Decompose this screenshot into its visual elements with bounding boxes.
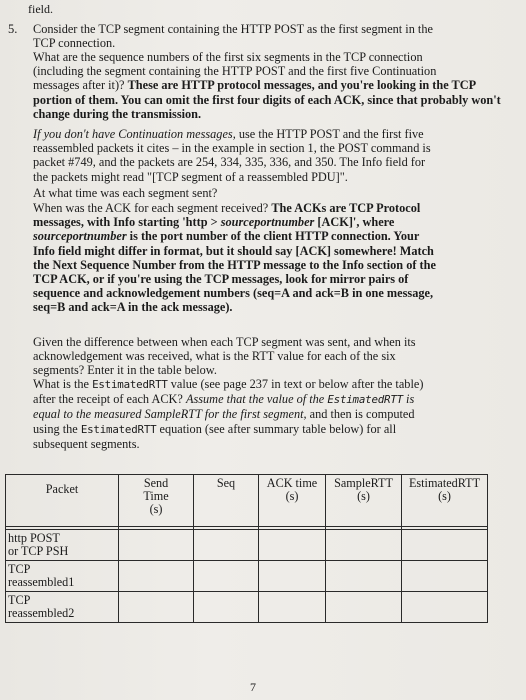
q5-mono: EstimatedRTT [92,378,168,391]
packet-label: TCP reassembled2 [6,592,119,623]
table-cell[interactable] [259,561,326,592]
header-packet: Packet [6,475,119,527]
q5-italic-b: is equal to the measured SampleRTT for the first segment, [33,392,415,422]
q1-tail: use the HTTP POST and the first five reassembled packets it cites – in the example in section 1, the POST command is packet #749, and the packets are 254, 334, 335, 336, and 350. The Info field for the packets might read "[TCP segment of a reassembled PDU]". [33,127,431,184]
table-row [6,561,488,592]
packet-label: http POST or TCP PSH [6,530,119,561]
q5-mono-2: EstimatedRTT [80,422,157,436]
table-cell[interactable] [326,592,402,623]
table-header-row [6,475,488,527]
question-part-5 [33,377,503,451]
q5-d: equation (see after summary table below) for all subsequent segments. [33,421,397,451]
q5-italic-mono: EstimatedRTT [327,393,403,407]
q3-bold-italic-2: sourceportnumber [33,229,127,244]
q5-c: and then is computed using the [33,407,415,436]
q1-italic: If you don't have Continuation messages, [33,127,236,141]
table-cell[interactable] [402,530,488,561]
header-send-time: Send Time (s) [119,475,194,527]
q3-text: When was the ACK for each segment received? [33,201,269,215]
q3-bold-b: [ACK]', where [317,215,395,230]
question-part-3 [33,201,503,315]
q3-bold-a: The ACKs are TCP Protocol messages, with Info starting 'http > [33,201,421,230]
q5-b: value (see page 237 in text or below after the table) after the receipt of each ACK? [33,377,424,407]
q3-bold-c: is the port number of the client HTTP connection. Your Info field might differ in format, but it should say [ACK] somewhere! Match the Next Sequence Number from the HTTP message to the Info section of the TCP ACK, or if you're using the TCP messages, look for mirror pairs of sequence and acknowledgement numbers (seq=A and ack=B in one message, seq=B and ack=A in the ack message). [33,229,436,315]
question-part-1-tail [33,127,503,184]
table-cell[interactable] [194,561,259,592]
question-number: 5. [8,22,18,36]
header-estimated-rtt: EstimatedRTT (s) [402,475,488,527]
q5-italic-a: Assume that the value of the [185,392,328,407]
header-ack-time: ACK time (s) [259,475,326,527]
table-cell[interactable] [119,561,194,592]
table-cell[interactable] [119,530,194,561]
table-cell[interactable] [326,530,402,561]
question-part-2: At what time was each segment sent? [33,186,218,200]
q3-bold-italic: sourceportnumber [220,215,315,230]
table-cell[interactable] [119,592,194,623]
top-text: field. [28,2,53,16]
table-cell[interactable] [259,592,326,623]
table-row [6,592,488,623]
table-row [6,530,488,561]
question-part-4: Given the difference between when each TCP segment was sent, and when its acknowledgement was received, what is the RTT value for each of the six segments? Enter it in the table below. [33,335,416,378]
page-number: 7 [250,680,256,694]
table-cell[interactable] [402,592,488,623]
table-cell[interactable] [194,592,259,623]
question-part-1 [33,50,503,121]
header-seq: Seq [194,475,259,527]
q1-text: What are the sequence numbers of the first six segments in the TCP connection (including the segment containing the HTTP POST and the first five Continuation messages after it)? [33,50,437,93]
rtt-summary-table [5,474,488,623]
table-cell[interactable] [326,561,402,592]
table-cell[interactable] [259,530,326,561]
q1-bold-note: These are HTTP protocol messages, and you're looking in the TCP portion of them. You can omit the first four digits of each ACK, since that probably won't change during the transmission. [33,78,501,121]
table-cell[interactable] [402,561,488,592]
header-sample-rtt: SampleRTT (s) [326,475,402,527]
packet-label: TCP reassembled1 [6,561,119,592]
question-intro: Consider the TCP segment containing the HTTP POST as the first segment in the TCP connection. [33,22,433,51]
table-cell[interactable] [194,530,259,561]
q5-a: What is the [33,377,93,391]
